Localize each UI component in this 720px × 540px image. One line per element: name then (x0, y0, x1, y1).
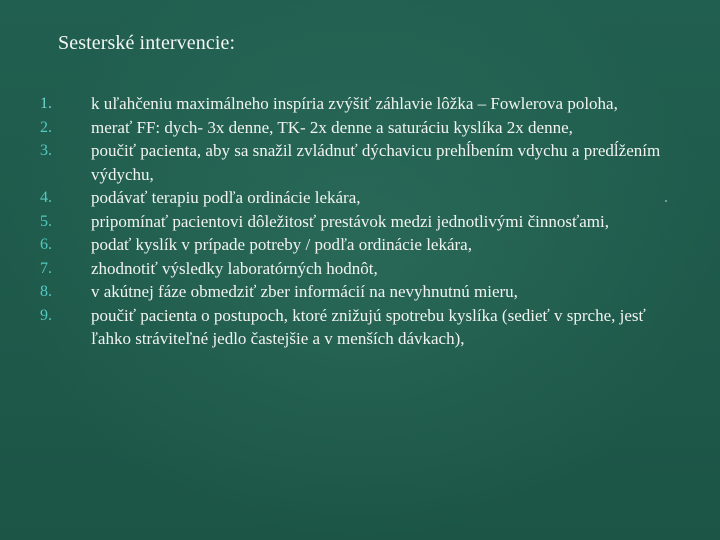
list-item-number: 3. (40, 142, 52, 159)
list-item (40, 210, 680, 234)
list-item (40, 139, 680, 186)
list-item-number: 5. (40, 212, 52, 230)
list-item-text: k uľahčeniu maximálneho inspíria zvýšiť záhlavie lôžka – Fowlerova poloha, (91, 94, 618, 113)
list-item-text: pripomínať pacientovi dôležitosť prestávok medzi jednotlivými činnosťami, (91, 211, 609, 231)
list-item-number: 8. (40, 283, 52, 300)
interventions-list (40, 92, 680, 351)
list-item-number: 1. (40, 95, 52, 112)
list-item (40, 116, 680, 140)
list-item-number: 4. (40, 189, 52, 206)
list-item-number: 7. (40, 259, 52, 277)
decorative-dot (665, 200, 667, 202)
list-item-text: merať FF: dych- 3x denne, TK- 2x denne a saturáciu kyslíka 2x denne, (91, 117, 573, 137)
slide-title: Sesterské intervencie: (58, 32, 236, 54)
list-item-text: podávať terapiu podľa ordinácie lekára, (91, 188, 361, 207)
list-item-number: 9. (40, 306, 52, 324)
list-item-number: 6. (40, 236, 52, 253)
list-item (40, 304, 680, 351)
list-item (40, 280, 680, 304)
list-item-text: v akútnej fáze obmedziť zber informácií na nevyhnutnú mieru, (91, 282, 518, 301)
list-item (40, 257, 680, 281)
list-item (40, 92, 680, 116)
list-item (40, 186, 680, 210)
list-item (40, 233, 680, 257)
list-item-text: poučiť pacienta, aby sa snažil zvládnuť dýchavicu prehĺbením vdychu a predĺžením výdychu, (91, 141, 661, 184)
list-item-text: zhodnotiť výsledky laboratórných hodnôt, (91, 258, 378, 278)
list-item-text: podať kyslík v prípade potreby / podľa ordinácie lekára, (91, 235, 472, 254)
list-item-text: poučiť pacienta o postupoch, ktoré znižujú spotrebu kyslíka (sedieť v sprche, jesť ľahko stráviteľné jedlo častejšie a v menších dávkach), (91, 305, 646, 348)
list-item-number: 2. (40, 118, 52, 136)
